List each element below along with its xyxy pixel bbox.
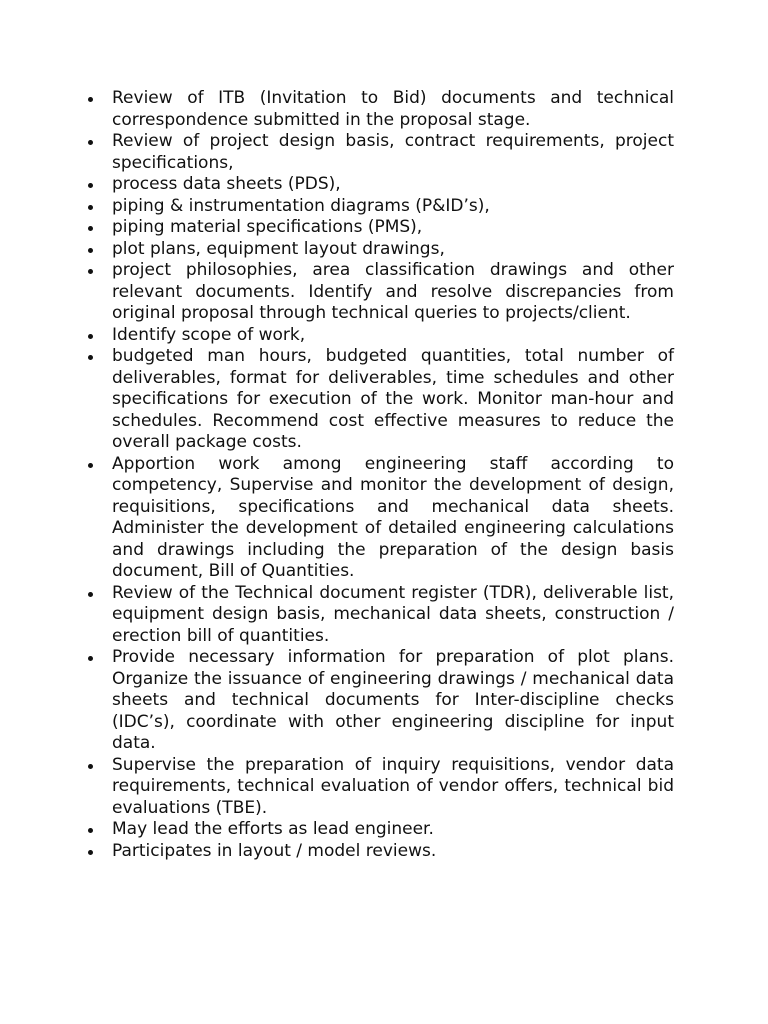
bullet-icon [88, 355, 93, 360]
list-item [112, 583, 674, 648]
bullet-icon [88, 592, 93, 597]
list-item-text: Review of the Technical document register (TDR), deliverable list, equipment design basis, mechanical data sheets, construction / erection bill of quantities. [112, 582, 674, 646]
bullet-icon [88, 463, 93, 468]
list-item [112, 755, 674, 820]
list-item-text: piping material specifications (PMS), [112, 217, 423, 237]
list-item-text: project philosophies, area classification drawings and other relevant documents. Identify and resolve discrepancies from original proposal through technical queries to projects/client. [112, 260, 674, 323]
list-item [112, 325, 674, 347]
bullet-icon [88, 183, 93, 188]
list-item [112, 647, 674, 755]
list-item [112, 841, 674, 863]
bullet-icon [88, 269, 93, 274]
list-item-text: Supervise the preparation of inquiry requisitions, vendor data requirements, technical evaluation of vendor offers, technical bid evaluations (TBE). [112, 754, 674, 818]
list-item-text: Review of project design basis, contract requirements, project specifications, [112, 131, 674, 173]
list-item-text: Identify scope of work, [112, 324, 306, 345]
list-item-text: Apportion work among engineering staff according to competency, Supervise and monitor the development of design, requisitions, specifications and mechanical data sheets. Administer the development of detailed engineering calculations and drawings including the preparation of the design basis document, Bill of Quantities. [112, 453, 674, 581]
bullet-icon [88, 140, 93, 145]
bullet-icon [88, 764, 93, 769]
list-item-text: May lead the efforts as lead engineer. [112, 819, 434, 839]
list-item [112, 454, 674, 583]
list-item-text: process data sheets (PDS), [112, 174, 341, 194]
list-item-text: piping & instrumentation diagrams (P&ID’s), [112, 195, 490, 216]
list-item-text: budgeted man hours, budgeted quantities, total number of deliverables, format for deliverables, time schedules and other specifications for execution of the work. Monitor man-hour and schedules. Recommend cost effective measures to reduce the overall package costs. [112, 346, 674, 452]
list-item-text: plot plans, equipment layout drawings, [112, 238, 445, 259]
list-item-text: Provide necessary information for preparation of plot plans. Organize the issuance of engineering drawings / mechanical data sheets and technical documents for Inter-discipline checks (IDC’s), coordinate with other engineering discipline for input data. [112, 647, 674, 753]
list-item [112, 239, 674, 261]
list-item [112, 217, 674, 239]
bullet-icon [88, 226, 93, 231]
bullet-icon [88, 334, 93, 339]
bullet-icon [88, 205, 93, 210]
list-item [112, 131, 674, 174]
list-item [112, 819, 674, 841]
bullet-icon [88, 97, 93, 102]
bullet-icon [88, 850, 93, 855]
bullet-icon [88, 656, 93, 661]
list-item [112, 346, 674, 454]
list-item [112, 196, 674, 218]
list-item [112, 174, 674, 196]
list-item-text: Review of ITB (Invitation to Bid) documents and technical correspondence submitted in the proposal stage. [112, 88, 674, 130]
list-item-text: Participates in layout / model reviews. [112, 840, 437, 861]
bullet-icon [88, 248, 93, 253]
list-item [112, 260, 674, 325]
list-item [112, 88, 674, 131]
bullet-icon [88, 828, 93, 833]
responsibilities-list [112, 88, 674, 862]
